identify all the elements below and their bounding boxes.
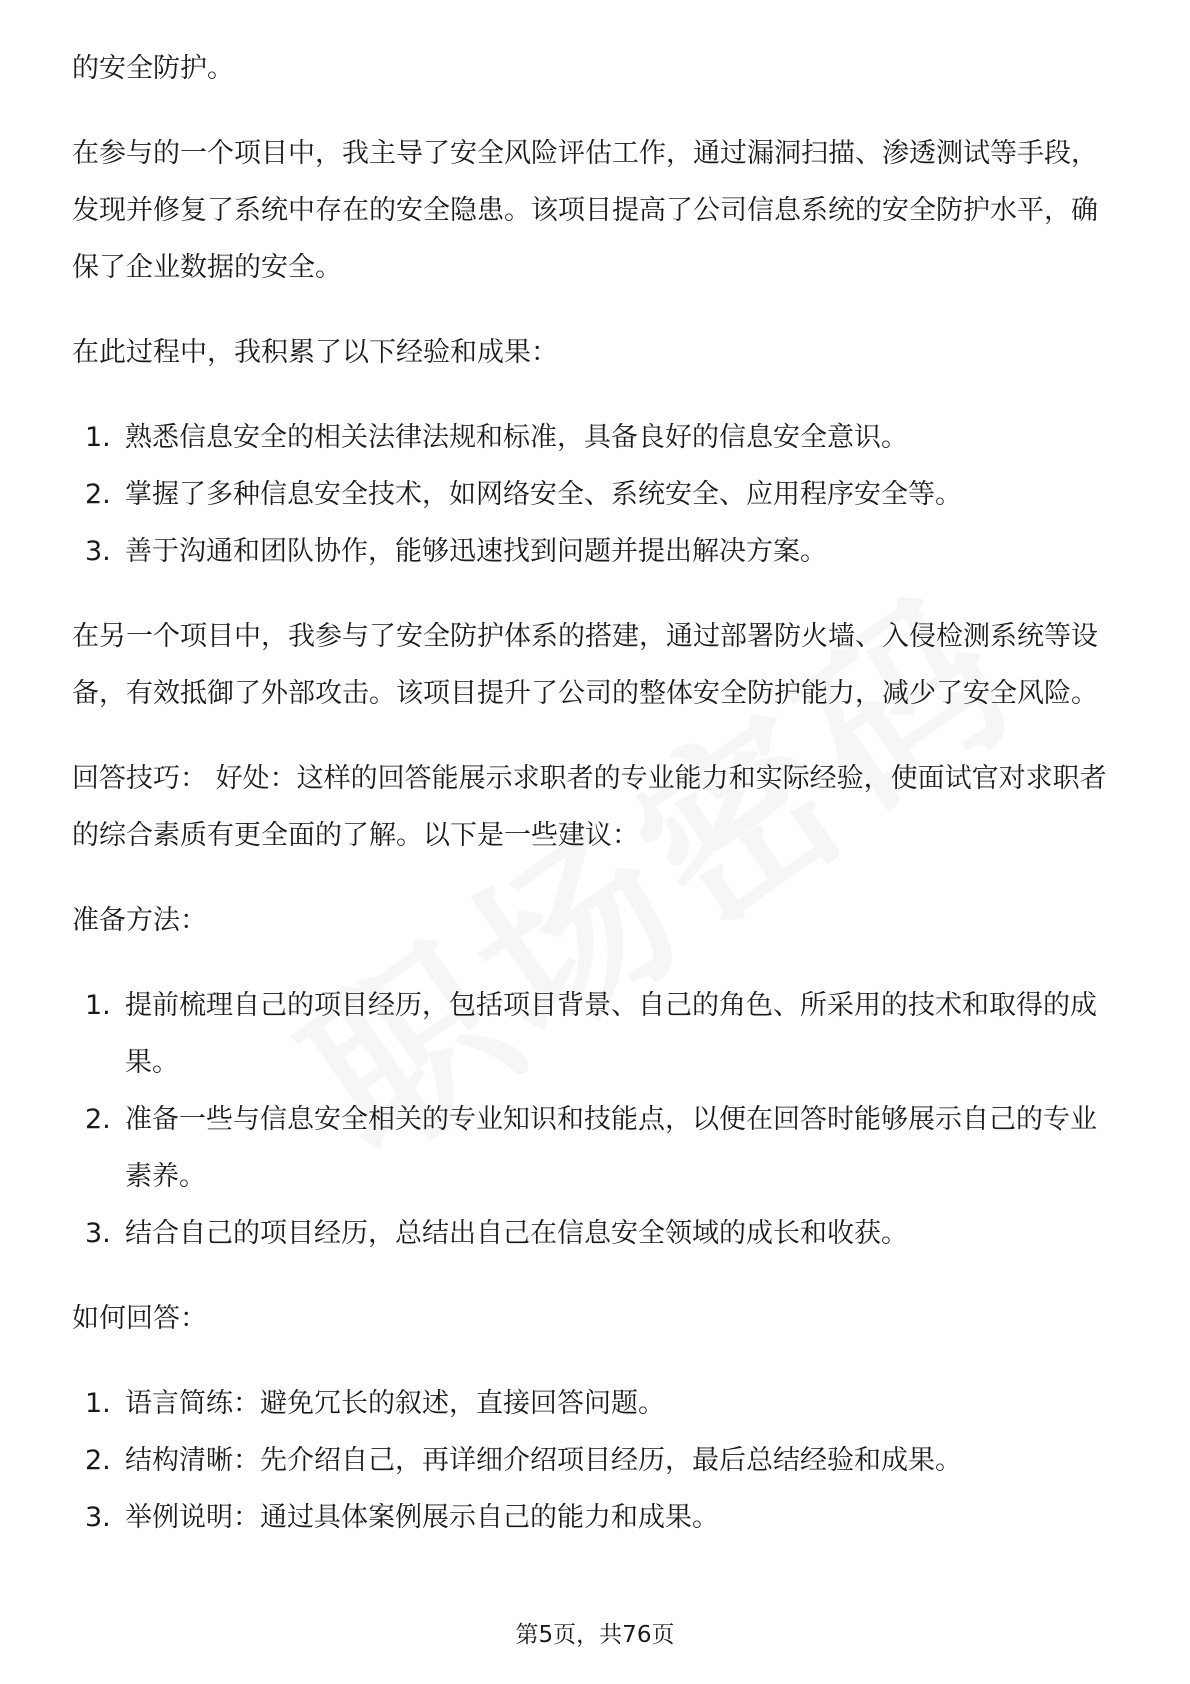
paragraph-experience-intro: 在此过程中，我积累了以下经验和成果： [72, 337, 558, 368]
list-item: 1. 语言简练：避免冗长的叙述，直接回答问题。 [72, 1375, 1122, 1432]
list-number: 2. [85, 1104, 111, 1135]
list-number: 1. [85, 990, 111, 1021]
list-item: 1. 提前梳理自己的项目经历，包括项目背景、自己的角色、所采用的技术和取得的成果。 [72, 977, 1122, 1091]
list-item: 1. 熟悉信息安全的相关法律法规和标准，具备良好的信息安全意识。 [72, 409, 1122, 466]
list-number: 1. [85, 422, 111, 453]
how-to-answer-list [72, 1375, 1122, 1546]
heading-preparation: 准备方法： [72, 905, 207, 936]
list-number: 1. [85, 1388, 111, 1419]
list-item: 3. 善于沟通和团队协作，能够迅速找到问题并提出解决方案。 [72, 523, 1122, 580]
paragraph-answer-tips: 回答技巧： 好处：这样的回答能展示求职者的专业能力和实际经验，使面试官对求职者的综合素质有更全面的了解。以下是一些建议： [72, 763, 1107, 851]
list-number: 3. [85, 536, 111, 567]
paragraph-continuation: 的安全防护。 [72, 53, 234, 84]
preparation-list [72, 977, 1122, 1262]
list-item: 2. 掌握了多种信息安全技术，如网络安全、系统安全、应用程序安全等。 [72, 466, 1122, 523]
list-number: 2. [85, 1445, 111, 1476]
heading-how-to-answer: 如何回答： [72, 1303, 207, 1334]
list-item: 2. 准备一些与信息安全相关的专业知识和技能点，以便在回答时能够展示自己的专业素养。 [72, 1091, 1122, 1205]
list-number: 3. [85, 1218, 111, 1249]
experience-list [72, 409, 1122, 580]
list-number: 3. [85, 1502, 111, 1533]
list-item: 2. 结构清晰：先介绍自己，再详细介绍项目经历，最后总结经验和成果。 [72, 1432, 1122, 1489]
list-item: 3. 举例说明：通过具体案例展示自己的能力和成果。 [72, 1489, 1122, 1546]
list-number: 2. [85, 479, 111, 510]
paragraph-another-project: 在另一个项目中，我参与了安全防护体系的搭建，通过部署防火墙、入侵检测系统等设备，有效抵御了外部攻击。该项目提升了公司的整体安全防护能力，减少了安全风险。 [72, 621, 1098, 709]
page-number-footer: 第5页，共76页 [515, 1622, 675, 1648]
paragraph-project-risk-assessment: 在参与的一个项目中，我主导了安全风险评估工作，通过漏洞扫描、渗透测试等手段，发现并修复了系统中存在的安全隐患。该项目提高了公司信息系统的安全防护水平，确保了企业数据的安全。 [72, 138, 1098, 283]
document-body [72, 40, 1122, 1574]
list-item: 3. 结合自己的项目经历，总结出自己在信息安全领域的成长和收获。 [72, 1205, 1122, 1262]
